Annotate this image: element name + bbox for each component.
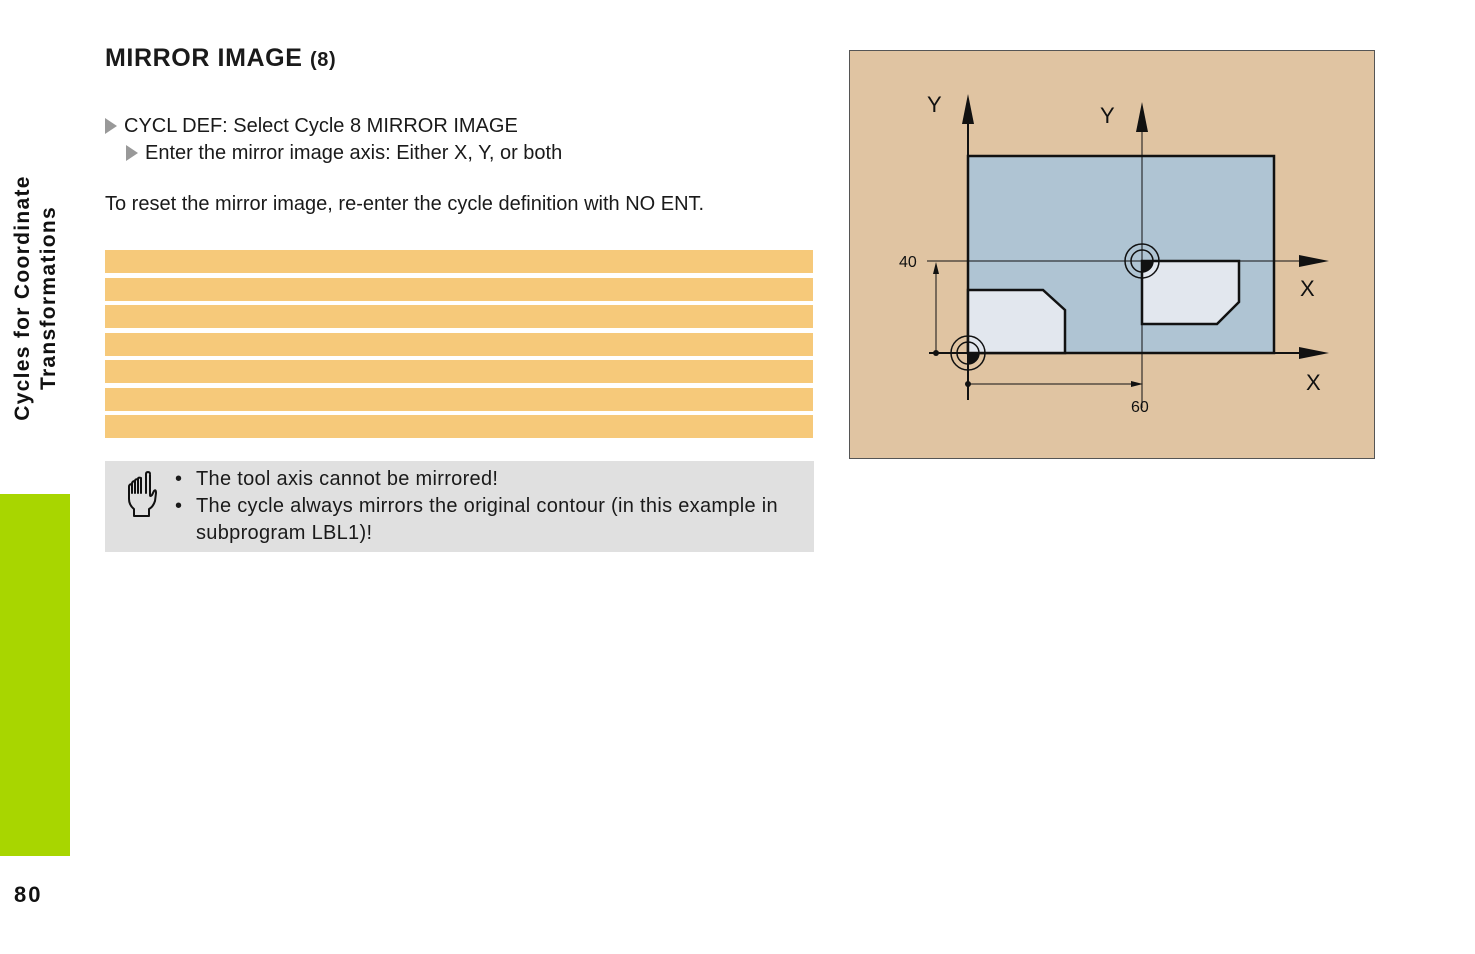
program-row [105,333,813,356]
program-row [105,305,813,328]
program-block [105,250,813,443]
section-title-vertical [10,133,70,463]
dimension-dot [933,350,939,356]
diagram-svg [849,50,1375,459]
cycle-number: (8) [310,49,337,71]
note-item: • The cycle always mirrors the original contour (in this example in subprogram LBL1)! [175,493,800,547]
note-item: • The tool axis cannot be mirrored! [175,466,800,493]
page-number: 80 [14,882,43,907]
program-row [105,360,813,383]
step-text: CYCL DEF: Select Cycle 8 MIRROR IMAGE [124,115,518,137]
step-select-cycle [105,114,518,138]
x-axis-original-label: X [1306,370,1321,395]
dimension-label-60: 60 [1131,399,1149,416]
dimension-label-40: 40 [899,254,917,271]
program-row [105,278,813,301]
section-title-line1: Cycles for Coordinate [11,175,34,421]
page-title [105,44,336,73]
section-tab [0,494,70,856]
note-box [105,461,814,552]
program-row [105,388,813,411]
note-list [175,466,800,547]
dimension-dot [965,381,971,387]
arrow-right-icon [105,118,117,134]
y-axis-original-label: Y [927,92,942,117]
pointing-hand-icon [125,471,159,519]
step-enter-axis [126,141,562,165]
mirror-image-diagram [849,50,1375,459]
program-row [105,250,813,273]
reset-instruction: To reset the mirror image, re-enter the cycle definition with NO ENT. [105,193,705,215]
arrow-right-icon [126,145,138,161]
x-axis-shifted-label: X [1300,276,1315,301]
step-text: Enter the mirror image axis: Either X, Y, or both [145,142,563,164]
y-axis-shifted-label: Y [1100,103,1115,128]
section-title-line2: Transformations [37,205,60,391]
program-row [105,415,813,438]
title-text: MIRROR IMAGE [105,44,303,72]
